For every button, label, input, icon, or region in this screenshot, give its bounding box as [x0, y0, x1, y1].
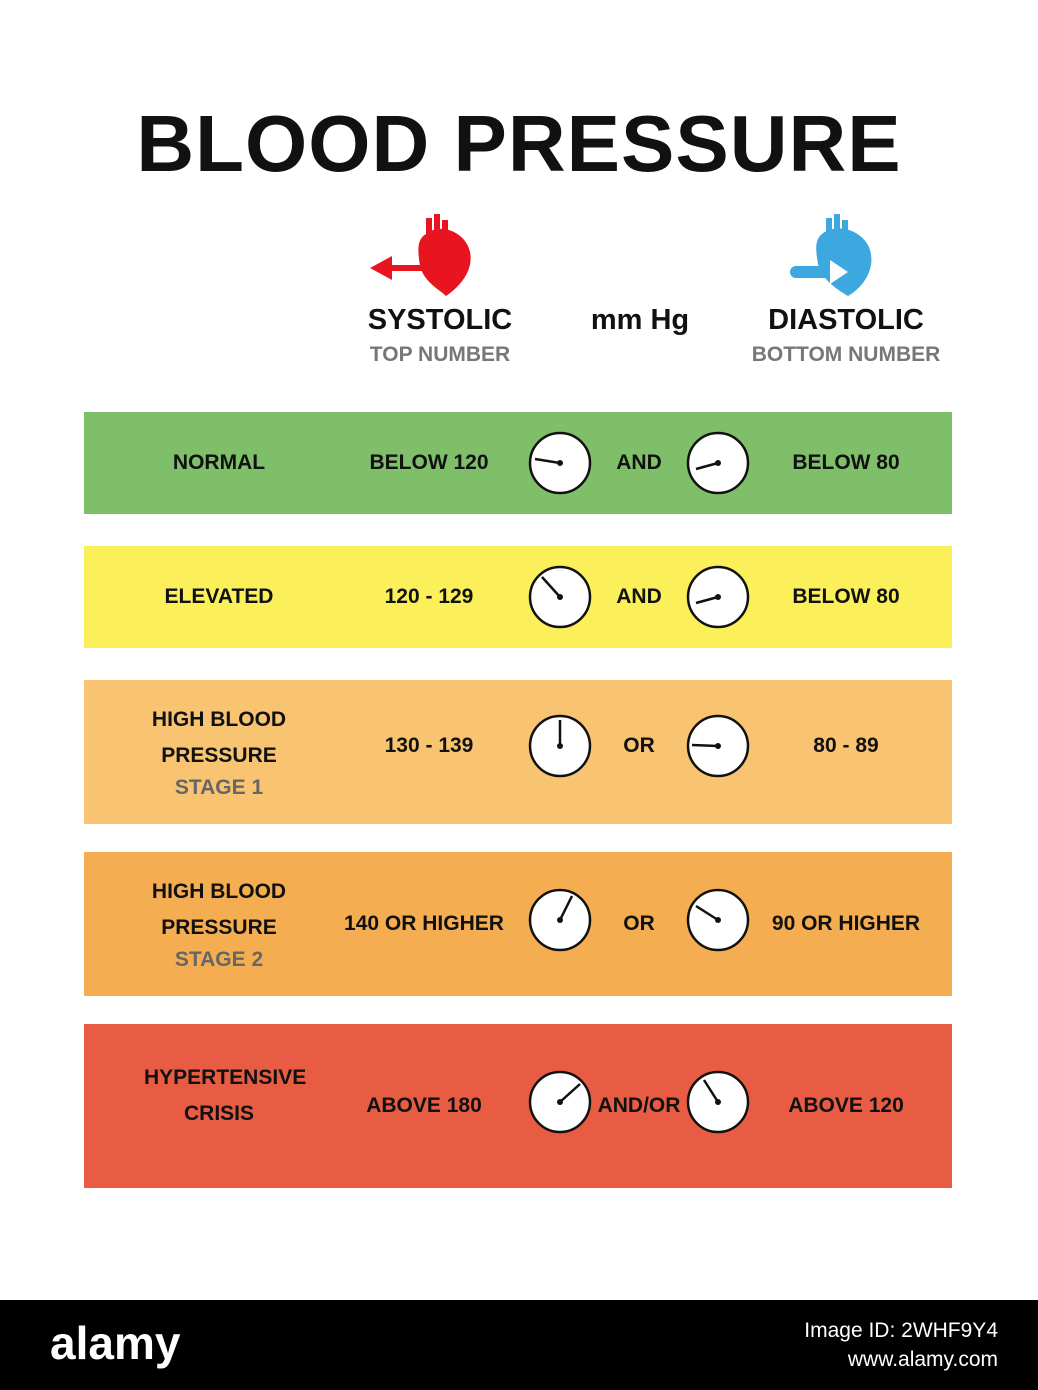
pressure-gauge-icon [686, 714, 750, 778]
pressure-gauge-icon [528, 431, 592, 495]
pressure-gauge-icon [686, 565, 750, 629]
pressure-gauge-icon [528, 714, 592, 778]
page-title: BLOOD PRESSURE [136, 99, 902, 188]
pressure-gauge-icon [528, 565, 592, 629]
blue-heart-inflow-icon [786, 212, 882, 298]
site-url: www.alamy.com [847, 1348, 998, 1371]
diastolic-range: 90 OR HIGHER [771, 912, 921, 935]
pressure-gauge-icon [528, 888, 592, 952]
image-id: Image ID: 2WHF9Y4 [804, 1319, 998, 1342]
units-label: mm Hg [590, 304, 690, 336]
systolic-subtitle: TOP NUMBER [369, 343, 511, 366]
category-label: HIGH BLOOD PRESSURE STAGE 2 [84, 874, 354, 974]
systolic-range: ABOVE 180 [366, 1094, 482, 1117]
conjunction-label: AND/OR [597, 1094, 681, 1117]
pressure-gauge-icon [528, 1070, 592, 1134]
red-heart-outflow-icon [368, 212, 474, 298]
stage-label: STAGE 2 [174, 948, 264, 971]
diastolic-range: BELOW 80 [792, 585, 900, 608]
diastolic-title: DIASTOLIC [768, 304, 924, 336]
systolic-range: 130 - 139 [384, 734, 474, 758]
systolic-header [340, 304, 540, 367]
category-row-stage-1 [84, 680, 952, 824]
pressure-gauge-icon [686, 888, 750, 952]
category-label: HYPERTENSIVE CRISIS [144, 1066, 307, 1126]
conjunction-label: OR [623, 912, 655, 935]
category-label: ELEVATED [164, 585, 274, 608]
conjunction-label: AND [616, 585, 662, 608]
systolic-range: BELOW 120 [369, 451, 489, 474]
conjunction-label: AND [616, 451, 662, 474]
diastolic-range: ABOVE 120 [788, 1094, 904, 1117]
footer-bar [0, 1300, 1038, 1390]
conjunction-label: OR [623, 734, 655, 758]
systolic-title: SYSTOLIC [367, 304, 513, 336]
category-row-stage-2 [84, 852, 952, 996]
category-row-crisis [84, 1024, 952, 1188]
diastolic-range: BELOW 80 [792, 451, 900, 474]
diastolic-header [730, 304, 962, 367]
systolic-range: 120 - 129 [384, 585, 474, 608]
stock-info [804, 1316, 998, 1374]
pressure-gauge-icon [686, 431, 750, 495]
category-row-normal [84, 412, 952, 514]
category-label: HIGH BLOOD PRESSURE STAGE 1 [84, 702, 354, 802]
diastolic-range: 80 - 89 [813, 734, 879, 758]
pressure-gauge-icon [686, 1070, 750, 1134]
systolic-range: 140 OR HIGHER [344, 912, 504, 935]
stage-label: STAGE 1 [174, 776, 264, 799]
diastolic-subtitle: BOTTOM NUMBER [751, 343, 941, 366]
category-label: NORMAL [172, 451, 266, 474]
brand-logo: alamy [50, 1317, 181, 1369]
category-row-elevated [84, 546, 952, 648]
